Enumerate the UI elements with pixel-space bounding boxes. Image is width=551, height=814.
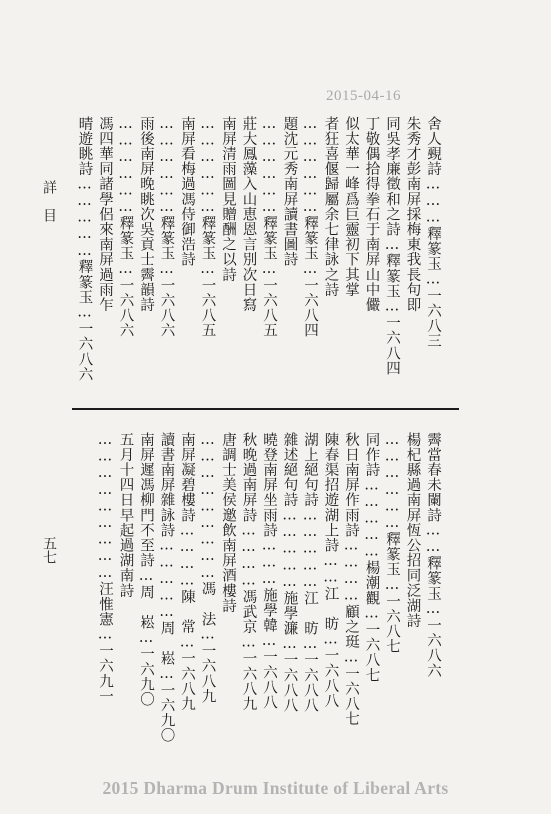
toc-entry-column: 莊大鳳藻入山恵恩言別次日寫	[240, 116, 257, 313]
toc-entry-column: 南屏遲馮柳門不至詩…周 崧…一六九〇	[138, 432, 154, 707]
watermark: 2015 Dharma Drum Institute of Liberal Arts	[102, 778, 449, 798]
toc-entry-column: 楊杞縣過南屏恆公招同泛湖詩	[404, 432, 421, 629]
toc-entry-column: 南屏看梅過馮侍御浩詩	[179, 116, 195, 267]
toc-entry-column: ………………釋篆玉…一六八六	[117, 116, 134, 338]
page-number: 五七	[41, 536, 57, 564]
toc-entry-column: 南屏清雨圖見贈酬之以詩	[220, 116, 236, 283]
toc-entry-column: 秋晚過南屏詩…………馮武京…一六八九	[240, 432, 257, 712]
toc-entry-column: 同吳孝廉徵和之詩…釋篆玉…一六八四	[384, 116, 400, 376]
toc-entry-column: ………………釋篆玉…一六八五	[199, 116, 216, 338]
toc-entry-column: 五月十四日早起過湖南詩	[117, 432, 134, 599]
toc-entry-column: 題沈元秀南屏讀書圖詩	[281, 116, 298, 267]
toc-entry-column: 南屏凝碧樓詩…………陳 常…一六八九	[179, 432, 195, 712]
toc-entry-column: ………………………汪惟憲…一六九一	[97, 432, 113, 704]
toc-entry-column: 湖上絕句詩……………江 昉…一六八八	[302, 432, 318, 713]
toc-entry-column: ………………釋篆玉…一六八六	[158, 116, 175, 338]
toc-entry-column: 晴遊眺詩……………釋篆玉…一六八六	[76, 116, 93, 382]
toc-entry-column: 曉登南屏坐雨詩………施學韓…一六八八	[261, 432, 277, 710]
toc-entry-column: 唐調士美侯邀飲南屏酒樓詩	[220, 432, 236, 614]
section-divider	[72, 408, 459, 410]
toc-entry-column: ………………釋篆玉…一六八五	[261, 116, 277, 338]
toc-entry-column: 同作詩……………楊潮觀…一六八七	[363, 432, 380, 683]
toc-entry-column: 者狂喜偃歸屬余七律詠之詩	[322, 116, 339, 298]
toc-entry-column: 似太華一峰爲巨靈初下其掌	[343, 116, 359, 298]
toc-entry-column: ………………釋篆玉…一六八七	[384, 432, 400, 654]
toc-entry-column: 雨後南屏晚眺次吳貢士霽韻詩	[138, 116, 154, 313]
running-header: 詳 目	[41, 180, 57, 222]
date-stamp: 2015-04-16	[326, 88, 401, 104]
toc-entry-column: ………………釋篆玉…一六八四	[302, 116, 318, 338]
toc-entry-column: 丁敬偶拾得拳石于南屏山中儼	[363, 116, 380, 313]
toc-entry-column: ………………………馮 法…一六八九	[199, 432, 216, 704]
toc-entry-column: 雜述絕句詩……………施學濂…一六八八	[281, 432, 298, 713]
toc-entry-column: 霽當春未闌詩……釋篆玉…一六八六	[425, 432, 441, 679]
toc-entry-column: 陳春渠招遊湖上詩……江 昉…一六八八	[322, 432, 339, 709]
toc-entry-column: 舍人覡詩………釋篆玉…一六八三	[425, 116, 441, 349]
toc-entry-column: 朱秀才彭南屏採梅東我長句即	[404, 116, 421, 313]
toc-entry-column: 讀書南屏雜詠詩……………周 崧…一六九〇	[158, 432, 175, 743]
toc-entry-column: 馮四華同諸學侶來南屏過雨乍	[97, 116, 113, 313]
toc-entry-column: 秋日南屏作雨詩…………顧之珽…一六八七	[343, 432, 359, 727]
